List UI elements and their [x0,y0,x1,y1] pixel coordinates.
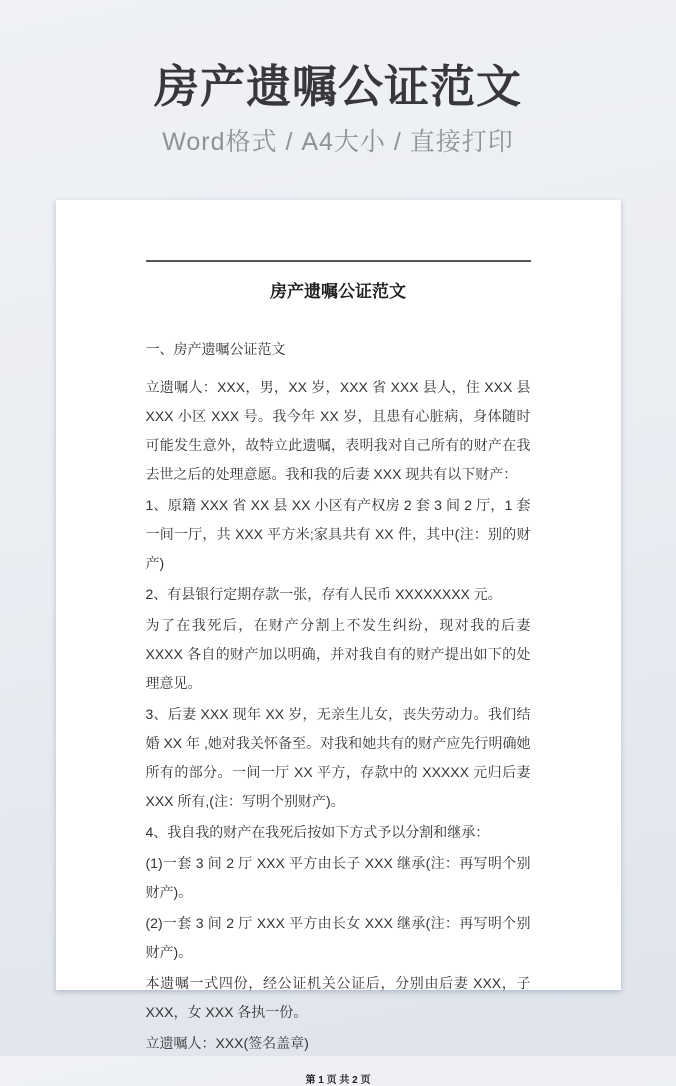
document-title: 房产遗嘱公证范文 [270,282,406,301]
document-page-preview [56,200,621,1086]
document-paragraph: 4、我自我的财产在我死后按如下方式予以分割和继承： [145,824,490,840]
document-paragraph: 2、有县银行定期存款一张，存有人民币 XXXXXXXX 元。 [145,586,502,602]
document-paragraph: 1、原籍 XXX 省 XX 县 XX 小区有产权房 2 套 3 间 2 厅，1 套一间一厅，共 XXX 平方米;家具共有 XX 件，其中(注：别的财产) [145,497,531,571]
document-paragraph: (1)一套 3 间 2 厅 XXX 平方由长子 XXX 继承(注：再写明个别财产)。 [145,855,531,900]
page-title: 房产遗嘱公证范文 [153,61,522,112]
page-number-footer: 第 1 页 共 2 页 [305,1075,371,1086]
document-paragraph: 立遗嘱人：XXX(签名盖章) [145,1035,309,1051]
document-body [146,373,531,1058]
document-paragraph: 为了在我死后，在财产分割上不发生纠纷，现对我的后妻 XXXX 各自的财产加以明确，并对我自有的财产提出如下的处理意见。 [145,617,531,691]
page-header [0,0,676,158]
document-paragraph: (2)一套 3 间 2 厅 XXX 平方由长女 XXX 继承(注：再写明个别财产)。 [145,915,531,960]
document-section-heading: 一、房产遗嘱公证范文 [145,341,286,357]
page-subtitle: Word格式 / A4大小 / 直接打印 [162,128,514,156]
document-paragraph: 本遗嘱一式四份，经公证机关公证后，分别由后妻 XXX，子 XXX，女 XXX 各执一份。 [145,975,531,1020]
document-paragraph: 3、后妻 XXX 现年 XX 岁，无亲生儿女，丧失劳动力。我们结婚 XX 年 ,她对我关怀备至。对我和她共有的财产应先行明确她所有的部分。一间一厅 XX 平方，存款中的 XXXXX 元归后妻 XXX 所有,(注：写明个别财产)。 [145,706,531,809]
document-top-rule [146,260,531,262]
document-paragraph: 立遗嘱人：XXX，男，XX 岁，XXX 省 XXX 县人，住 XXX 县 XXX 小区 XXX 号。我今年 XX 岁，且患有心脏病，身体随时可能发生意外，故特立此遗嘱，表明我对自己所有的财产在我去世之后的处理意愿。我和我的后妻 XXX 现共有以下财产： [145,379,531,482]
